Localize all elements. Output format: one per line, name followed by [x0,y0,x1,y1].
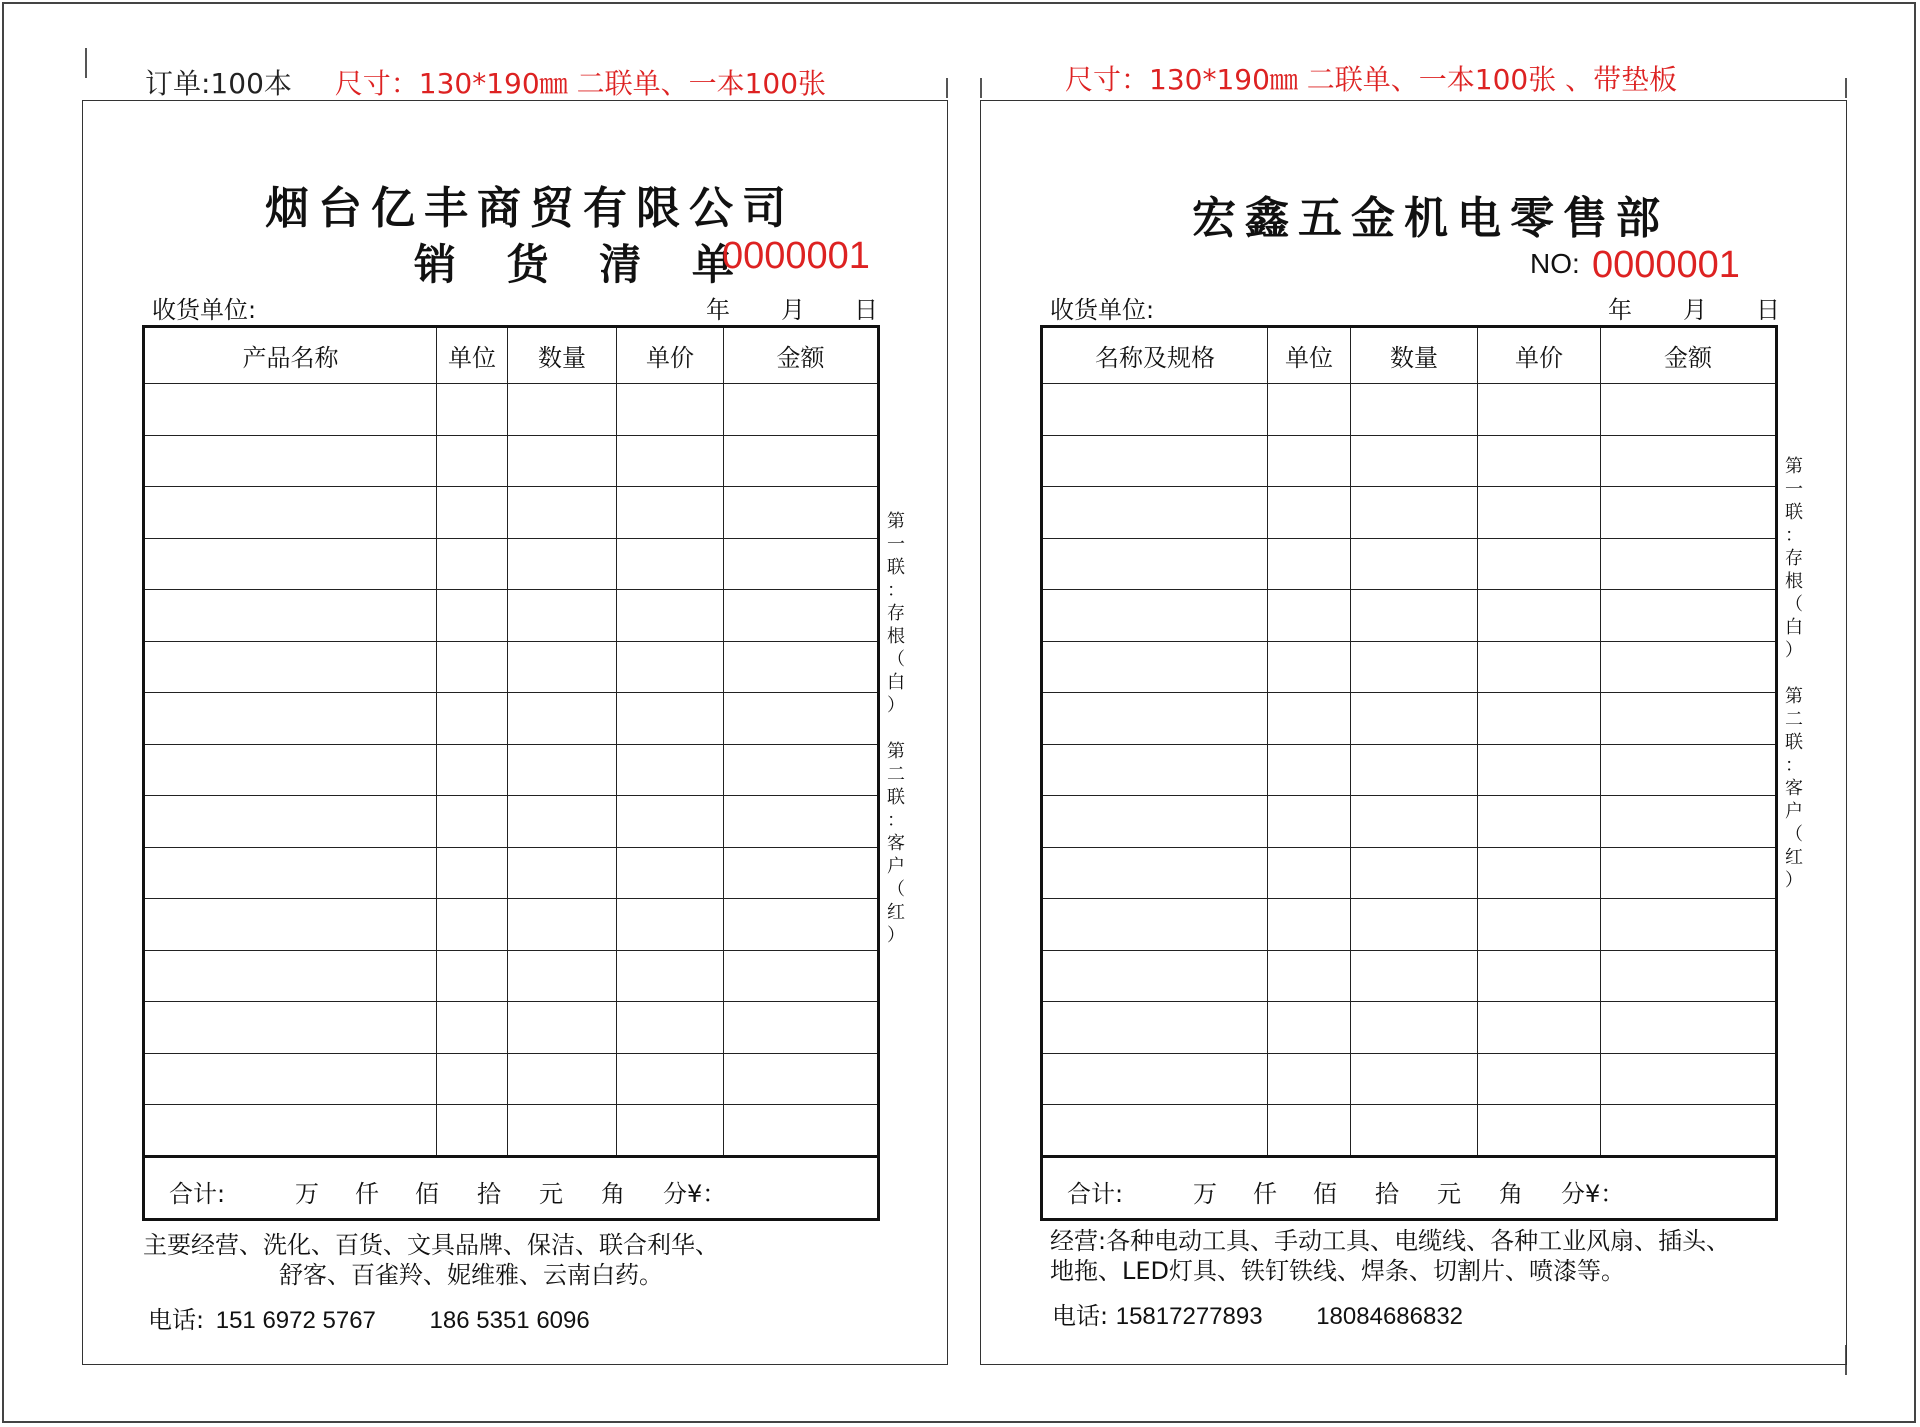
table-cell [617,435,724,487]
table-cell [1601,693,1777,745]
table-row [144,693,879,745]
table-cell [1351,487,1478,539]
table-cell [724,435,879,487]
table-row [1042,487,1777,539]
table-cell [617,950,724,1002]
table-row [1042,1002,1777,1054]
total-wan: 万 [295,1179,319,1208]
table-cell [437,693,508,745]
table-cell [437,744,508,796]
right-receiver-label: 收货单位: [1050,296,1155,324]
table-row [144,538,879,590]
table-cell [1268,641,1351,693]
table-cell [724,590,879,642]
table-cell [437,796,508,848]
table-cell [144,950,437,1002]
table-cell [1042,538,1268,590]
right-no-label: NO: [1530,248,1580,279]
table-cell [617,1105,724,1157]
table-cell [508,899,617,951]
table-cell [1351,899,1478,951]
table-cell [724,1053,879,1105]
table-cell [1351,950,1478,1002]
left-top-note [145,62,826,102]
table-cell [437,384,508,436]
table-row [1042,538,1777,590]
table-cell [1042,590,1268,642]
table-row [144,899,879,951]
table-cell [437,435,508,487]
phone-number-2: 18084686832 [1316,1303,1464,1330]
table-cell [1478,693,1601,745]
table-cell [1268,1002,1351,1054]
total-yuan: 元 [1437,1179,1461,1208]
table-cell [1351,384,1478,436]
table-cell [508,847,617,899]
table-row [1042,744,1777,796]
table-row [1042,950,1777,1002]
total-jiao: 角 [1499,1179,1523,1208]
table-cell [617,487,724,539]
table-row [144,1105,879,1157]
table-cell [1042,899,1268,951]
table-cell [1268,538,1351,590]
left-date-fields [706,290,886,324]
table-cell [724,796,879,848]
table-cell [144,847,437,899]
table-cell [144,1002,437,1054]
table-cell [1478,1002,1601,1054]
phone-number-1: 151 6972 5767 [215,1307,376,1334]
table-cell [724,641,879,693]
right-phone [1052,1296,1463,1331]
table-cell [437,641,508,693]
table-cell [724,1002,879,1054]
day-label: 日 [854,296,878,324]
right-date-fields [1608,290,1788,324]
business-line-2: 地拖、LED灯具、铁钉铁线、焊条、切割片、喷漆等。 [1050,1257,1626,1285]
table-cell [437,1053,508,1105]
table-cell [1351,1002,1478,1054]
table-cell [1351,435,1478,487]
table-cell [437,899,508,951]
table-cell [1601,590,1777,642]
table-row [144,641,879,693]
right-item-table [1040,325,1778,1221]
table-cell [1601,796,1777,848]
table-row [1042,384,1777,436]
total-qian: 仟 [1253,1179,1277,1208]
total-wan: 万 [1193,1179,1217,1208]
year-label: 年 [1608,296,1632,324]
table-cell [1042,693,1268,745]
total-row [1042,1156,1777,1219]
table-cell [1478,641,1601,693]
table-row [144,487,879,539]
table-row [144,435,879,487]
business-line-1: 主要经营、洗化、百货、文具品牌、保洁、联合利华、 [143,1231,719,1259]
table-cell [617,796,724,848]
table-cell [617,641,724,693]
table-row [144,744,879,796]
table-cell [508,641,617,693]
table-cell [437,538,508,590]
table-cell [1478,950,1601,1002]
table-cell [1601,847,1777,899]
table-cell [724,950,879,1002]
table-cell [617,1002,724,1054]
col-header-product-name: 产品名称 [144,327,437,384]
table-cell [1042,796,1268,848]
left-receiver-label: 收货单位: [152,296,257,324]
table-header-row [1042,327,1777,384]
table-row [1042,899,1777,951]
table-cell [144,641,437,693]
table-cell [1042,435,1268,487]
table-cell [1268,487,1351,539]
table-cell [1268,847,1351,899]
crop-mark [85,48,87,78]
table-cell [617,590,724,642]
table-cell [1351,1053,1478,1105]
table-cell [1268,744,1351,796]
total-yuan: 元 [539,1179,563,1208]
table-cell [1601,435,1777,487]
col-header-unit: 单位 [437,327,508,384]
col-header-quantity: 数量 [508,327,617,384]
left-document-title: 销 货 清 单 [414,240,752,289]
table-cell [1351,693,1478,745]
table-cell [1042,487,1268,539]
total-row [144,1156,879,1219]
left-business-scope [143,1230,719,1290]
table-row [144,847,879,899]
table-cell [1478,538,1601,590]
col-header-amount: 金额 [1601,327,1777,384]
right-spec-note: 尺寸：130*190㎜ 二联单、一本100张 、带垫板 [1065,63,1678,96]
table-cell [508,744,617,796]
table-cell [1351,744,1478,796]
business-line-2: 舒客、百雀羚、妮维雅、云南白药。 [279,1261,663,1289]
total-fen: 分¥： [663,1179,727,1208]
table-cell [617,384,724,436]
left-copies-note: 第 一 联 ： 存 根 （ 白 ） 第 二 联 ： 客 户 （ 红 ） [887,511,905,946]
table-cell [1042,744,1268,796]
table-cell [724,899,879,951]
right-copies-note: 第 一 联 ： 存 根 （ 白 ） 第 二 联 ： 客 户 （ 红 ） [1785,456,1803,891]
right-company-name: 宏鑫五金机电零售部 [1192,193,1669,244]
left-item-table [142,325,880,1221]
table-cell [508,1002,617,1054]
table-row [144,1053,879,1105]
table-cell [1042,1105,1268,1157]
total-label: 合计: [169,1179,226,1208]
table-cell [1042,1002,1268,1054]
table-cell [724,693,879,745]
crop-mark [1845,78,1847,98]
table-cell [617,847,724,899]
table-cell [724,847,879,899]
table-cell [1601,950,1777,1002]
table-cell [508,693,617,745]
total-shi: 拾 [1375,1179,1399,1208]
table-cell [724,538,879,590]
table-row [144,590,879,642]
table-cell [1042,384,1268,436]
table-cell [144,1105,437,1157]
table-cell [1478,435,1601,487]
phone-number-2: 186 5351 6096 [429,1307,590,1334]
table-cell [508,435,617,487]
table-cell [724,1105,879,1157]
table-cell [1268,899,1351,951]
right-serial-number: 0000001 [1592,244,1740,286]
table-cell [1351,538,1478,590]
month-label: 月 [781,296,805,324]
table-cell [1268,384,1351,436]
business-line-1: 经营:各种电动工具、手动工具、电缆线、各种工业风扇、插头、 [1050,1227,1731,1255]
order-quantity: 订单:100本 [145,67,292,100]
table-cell [1601,384,1777,436]
col-header-quantity: 数量 [1351,327,1478,384]
table-cell [144,1053,437,1105]
table-cell [1478,796,1601,848]
table-cell [144,796,437,848]
table-cell [1268,435,1351,487]
col-header-unit-price: 单价 [617,327,724,384]
right-top-note [1065,58,1677,98]
table-cell [437,590,508,642]
left-company-name: 烟台亿丰商贸有限公司 [265,183,795,234]
table-cell [437,1002,508,1054]
right-business-scope [1050,1226,1730,1286]
total-label: 合计: [1067,1179,1124,1208]
left-phone [148,1300,590,1335]
phone-label: 电话: [1052,1302,1109,1330]
table-cell [1601,1002,1777,1054]
table-cell [1351,641,1478,693]
table-cell [1268,693,1351,745]
month-label: 月 [1683,296,1707,324]
total-qian: 仟 [355,1179,379,1208]
table-cell [1268,590,1351,642]
col-header-unit-price: 单价 [1478,327,1601,384]
table-cell [144,744,437,796]
table-row [144,384,879,436]
table-row [1042,1053,1777,1105]
table-cell [1268,796,1351,848]
table-cell [1478,847,1601,899]
table-cell [1478,590,1601,642]
year-label: 年 [706,296,730,324]
table-cell [437,1105,508,1157]
total-shi: 拾 [477,1179,501,1208]
table-cell [1042,641,1268,693]
table-cell [724,487,879,539]
table-row [144,1002,879,1054]
left-spec-note: 尺寸：130*190㎜ 二联单、一本100张 [334,67,827,100]
table-cell [508,950,617,1002]
table-cell [1478,1053,1601,1105]
table-cell [724,384,879,436]
table-cell [1268,1053,1351,1105]
left-serial-number: 0000001 [722,235,870,277]
table-cell [1601,1105,1777,1157]
table-cell [1351,796,1478,848]
table-cell [1042,847,1268,899]
table-cell [1601,1053,1777,1105]
table-row [144,796,879,848]
table-cell [1478,744,1601,796]
table-cell [508,384,617,436]
table-cell [508,487,617,539]
table-cell [1351,1105,1478,1157]
table-cell [1601,487,1777,539]
table-cell [1042,1053,1268,1105]
table-cell [1351,847,1478,899]
table-cell [508,1105,617,1157]
table-cell [437,950,508,1002]
table-cell [1478,899,1601,951]
table-cell [1478,1105,1601,1157]
table-cell [1042,950,1268,1002]
total-bai: 佰 [415,1179,439,1208]
table-cell [508,796,617,848]
col-header-name-spec: 名称及规格 [1042,327,1268,384]
total-fen: 分¥： [1561,1179,1625,1208]
phone-label: 电话: [148,1306,205,1334]
table-row [1042,590,1777,642]
table-cell [144,435,437,487]
table-row [1042,1105,1777,1157]
table-row [144,950,879,1002]
table-cell [617,538,724,590]
table-row [1042,641,1777,693]
table-cell [144,538,437,590]
day-label: 日 [1756,296,1780,324]
phone-number-1: 15817277893 [1115,1303,1263,1330]
crop-mark [946,78,948,98]
table-cell [1478,384,1601,436]
table-cell [144,384,437,436]
table-cell [617,899,724,951]
table-cell [617,1053,724,1105]
table-row [1042,435,1777,487]
table-row [1042,693,1777,745]
table-cell [508,538,617,590]
total-jiao: 角 [601,1179,625,1208]
table-cell [437,847,508,899]
table-cell [1601,538,1777,590]
table-cell [724,744,879,796]
table-cell [617,744,724,796]
table-row [1042,847,1777,899]
table-cell [1268,950,1351,1002]
table-row [1042,796,1777,848]
table-cell [144,487,437,539]
table-cell [1601,744,1777,796]
table-cell [144,590,437,642]
table-cell [144,693,437,745]
table-cell [1268,1105,1351,1157]
table-cell [1478,487,1601,539]
table-header-row [144,327,879,384]
table-cell [1601,641,1777,693]
table-cell [508,590,617,642]
crop-mark [980,78,982,98]
table-cell [1601,899,1777,951]
total-bai: 佰 [1313,1179,1337,1208]
table-cell [617,693,724,745]
table-cell [437,487,508,539]
table-cell [508,1053,617,1105]
table-cell [144,899,437,951]
table-cell [1351,590,1478,642]
col-header-amount: 金额 [724,327,879,384]
col-header-unit: 单位 [1268,327,1351,384]
